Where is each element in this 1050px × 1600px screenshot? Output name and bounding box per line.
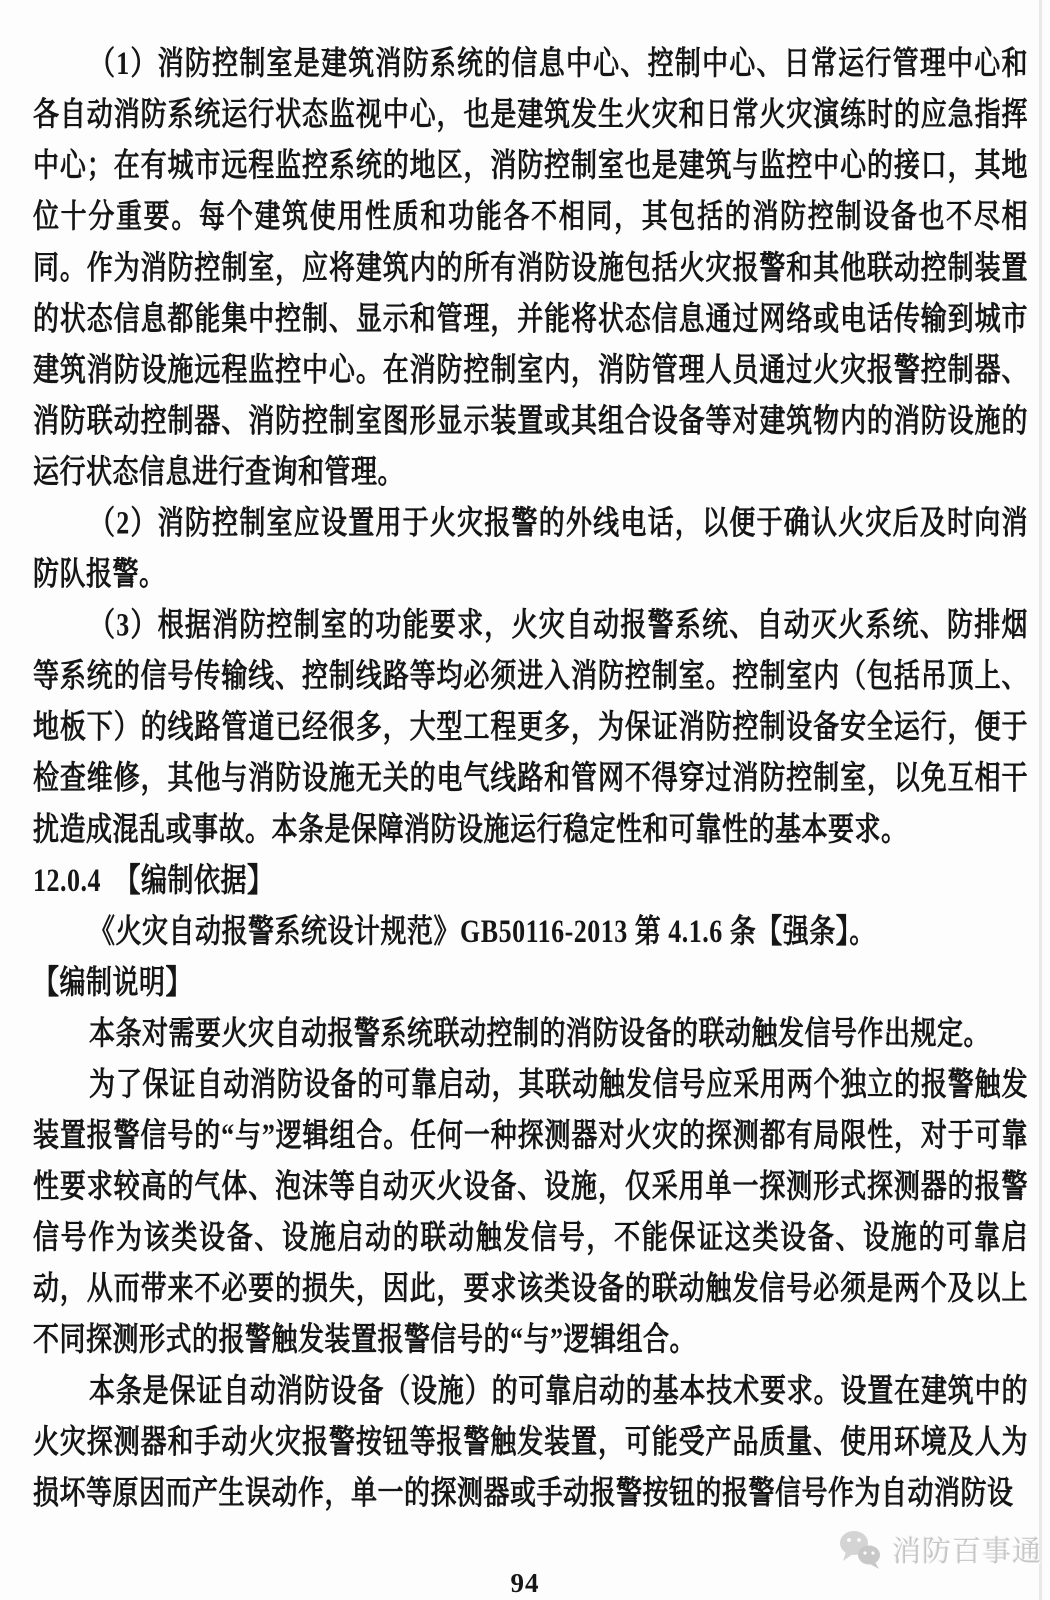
wechat-icon [838,1528,882,1570]
paragraph-item-1-control-room-overview: （1）消防控制室是建筑消防系统的信息中心、控制中心、日常运行管理中心和各自动消防系统运行状态监视中心，也是建筑发生火灾和日常火灾演练时的应急指挥中心；在有城市远程监控系统的地区，消防控制室也是建筑与监控中心的接口，其地位十分重要。每个建筑使用性质和功能各不相同，其包括的消防控制设备也不尽相同。作为消防控制室，应将建筑内的所有消防设施包括火灾报警和其他联动控制装置的状态信息都能集中控制、显示和管理，并能将状态信息通过网络或电话传输到城市建筑消防设施远程监控中心。在消防控制室内，消防管理人员通过火灾报警控制器、消防联动控制器、消防控制室图形显示装置或其组合设备等对建筑物内的消防设施的运行状态信息进行查询和管理。 [33,45,1028,490]
scan-edge-shadow [1039,0,1042,1600]
paragraph-reference-gb50116: 《火灾自动报警系统设计规范》GB50116-2013 第 4.1.6 条【强条】。 [89,913,876,950]
paragraph-item-3-signal-lines: （3）根据消防控制室的功能要求，火灾自动报警系统、自动灭火系统、防排烟等系统的信号传输线、控制线路等均必须进入消防控制室。控制室内（包括吊顶上、地板下）的线路管道已经很多，大型工程更多，为保证消防控制设备安全运行，便于检查维修，其他与消防设施无关的电气线路和管网不得穿过消防控制室，以免互相干扰造成混乱或事故。本条是保障消防设施运行稳定性和可靠性的基本要求。 [33,606,1028,848]
watermark [838,1528,1042,1570]
subsection-heading-explanation: 【编制说明】 [33,964,193,1001]
document-body [33,38,1028,1518]
section-heading-12-0-4: 12.0.4 【编制依据】 [33,862,274,899]
watermark-text: 消防百事通 [892,1535,1043,1568]
paragraph-scope-statement: 本条对需要火灾自动报警系统联动控制的消防设备的联动触发信号作出规定。 [89,1015,991,1052]
paragraph-reliable-start-requirement: 本条是保证自动消防设备（设施）的可靠启动的基本技术要求。设置在建筑中的火灾探测器和手动火灾报警按钮等报警触发装置，可能受产品质量、使用环境及人为损坏等原因而产生误动作，单一的探测器或手动报警按钮的报警信号作为自动消防设 [33,1372,1028,1511]
paragraph-item-2-external-phone: （2）消防控制室应设置用于火灾报警的外线电话，以便于确认火灾后及时向消防队报警。 [33,504,1028,593]
paragraph-and-logic-requirement: 为了保证自动消防设备的可靠启动，其联动触发信号应采用两个独立的报警触发装置报警信号的“与”逻辑组合。任何一种探测器对火灾的探测都有局限性，对于可靠性要求较高的气体、泡沫等自动灭火设备、设施，仅采用单一探测形式探测器的报警信号作为该类设备、设施启动的联动触发信号，不能保证这类设备、设施的可靠启动，从而带来不必要的损失，因此，要求该类设备的联动触发信号必须是两个及以上不同探测形式的报警触发装置报警信号的“与”逻辑组合。 [33,1066,1028,1358]
page-number: 94 [510,1568,540,1598]
